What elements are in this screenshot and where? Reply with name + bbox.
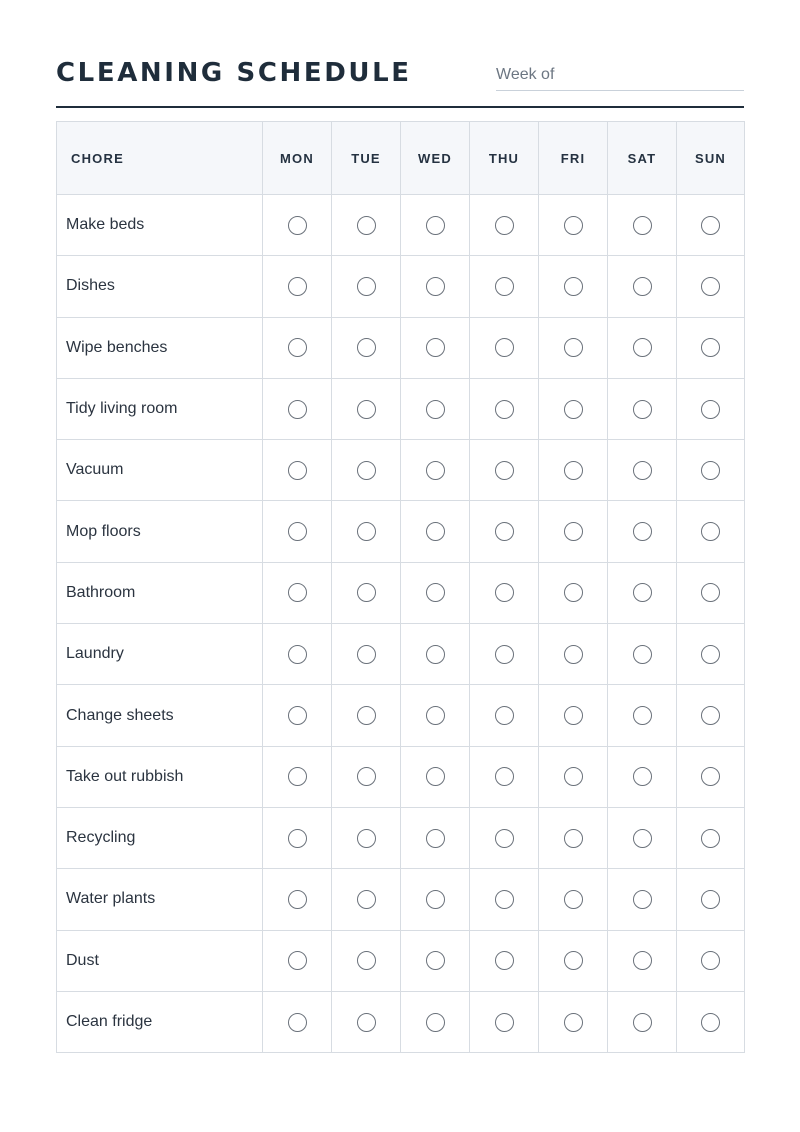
circle-checkbox[interactable] bbox=[288, 706, 307, 725]
circle-checkbox[interactable] bbox=[288, 338, 307, 357]
circle-checkbox[interactable] bbox=[357, 216, 376, 235]
header-row bbox=[57, 122, 745, 195]
circle-checkbox[interactable] bbox=[357, 706, 376, 725]
checkbox-cell-sun bbox=[677, 562, 745, 623]
checkbox-cell-tue bbox=[332, 746, 401, 807]
checkbox-cell-fri bbox=[539, 624, 608, 685]
circle-checkbox[interactable] bbox=[633, 583, 652, 602]
circle-checkbox[interactable] bbox=[495, 583, 514, 602]
circle-checkbox[interactable] bbox=[288, 400, 307, 419]
checkbox-cell-wed bbox=[401, 195, 470, 256]
circle-checkbox[interactable] bbox=[701, 645, 720, 664]
circle-checkbox[interactable] bbox=[426, 583, 445, 602]
checkbox-cell-fri bbox=[539, 869, 608, 930]
day-header-sat: SAT bbox=[608, 122, 677, 195]
checkbox-cell-wed bbox=[401, 869, 470, 930]
circle-checkbox[interactable] bbox=[564, 461, 583, 480]
circle-checkbox[interactable] bbox=[357, 400, 376, 419]
checkbox-cell-sun bbox=[677, 624, 745, 685]
checkbox-cell-sat bbox=[608, 930, 677, 991]
checkbox-cell-fri bbox=[539, 501, 608, 562]
circle-checkbox[interactable] bbox=[564, 583, 583, 602]
page-header bbox=[56, 52, 744, 108]
table-row bbox=[57, 746, 745, 807]
circle-checkbox[interactable] bbox=[633, 216, 652, 235]
circle-checkbox[interactable] bbox=[564, 706, 583, 725]
circle-checkbox[interactable] bbox=[564, 522, 583, 541]
circle-checkbox[interactable] bbox=[633, 890, 652, 909]
circle-checkbox[interactable] bbox=[564, 829, 583, 848]
circle-checkbox[interactable] bbox=[564, 338, 583, 357]
schedule-table bbox=[56, 121, 745, 1053]
circle-checkbox[interactable] bbox=[564, 645, 583, 664]
checkbox-cell-mon bbox=[263, 685, 332, 746]
checkbox-cell-wed bbox=[401, 440, 470, 501]
circle-checkbox[interactable] bbox=[701, 951, 720, 970]
circle-checkbox[interactable] bbox=[426, 890, 445, 909]
day-header-thu: THU bbox=[470, 122, 539, 195]
circle-checkbox[interactable] bbox=[288, 522, 307, 541]
circle-checkbox[interactable] bbox=[288, 461, 307, 480]
table-row bbox=[57, 317, 745, 378]
circle-checkbox[interactable] bbox=[357, 767, 376, 786]
circle-checkbox[interactable] bbox=[633, 1013, 652, 1032]
circle-checkbox[interactable] bbox=[426, 461, 445, 480]
circle-checkbox[interactable] bbox=[495, 277, 514, 296]
checkbox-cell-sun bbox=[677, 930, 745, 991]
checkbox-cell-fri bbox=[539, 991, 608, 1052]
table-row bbox=[57, 440, 745, 501]
checkbox-cell-fri bbox=[539, 317, 608, 378]
circle-checkbox[interactable] bbox=[288, 277, 307, 296]
checkbox-cell-tue bbox=[332, 195, 401, 256]
circle-checkbox[interactable] bbox=[633, 645, 652, 664]
checkbox-cell-thu bbox=[470, 869, 539, 930]
circle-checkbox[interactable] bbox=[288, 829, 307, 848]
checkbox-cell-thu bbox=[470, 991, 539, 1052]
checkbox-cell-sat bbox=[608, 562, 677, 623]
checkbox-cell-mon bbox=[263, 195, 332, 256]
circle-checkbox[interactable] bbox=[633, 767, 652, 786]
week-of-field[interactable] bbox=[496, 66, 744, 91]
checkbox-cell-wed bbox=[401, 562, 470, 623]
circle-checkbox[interactable] bbox=[564, 1013, 583, 1032]
checkbox-cell-mon bbox=[263, 869, 332, 930]
circle-checkbox[interactable] bbox=[564, 767, 583, 786]
page-title: CLEANING SCHEDULE bbox=[56, 58, 412, 88]
checkbox-cell-fri bbox=[539, 256, 608, 317]
checkbox-cell-sat bbox=[608, 685, 677, 746]
circle-checkbox[interactable] bbox=[701, 706, 720, 725]
checkbox-cell-tue bbox=[332, 807, 401, 868]
checkbox-cell-wed bbox=[401, 746, 470, 807]
checkbox-cell-wed bbox=[401, 991, 470, 1052]
day-header-sun: SUN bbox=[677, 122, 745, 195]
circle-checkbox[interactable] bbox=[288, 890, 307, 909]
checkbox-cell-sun bbox=[677, 991, 745, 1052]
circle-checkbox[interactable] bbox=[495, 1013, 514, 1032]
checkbox-cell-fri bbox=[539, 378, 608, 439]
chore-name: Clean fridge bbox=[57, 991, 263, 1052]
checkbox-cell-tue bbox=[332, 501, 401, 562]
circle-checkbox[interactable] bbox=[633, 461, 652, 480]
day-header-fri: FRI bbox=[539, 122, 608, 195]
checkbox-cell-sat bbox=[608, 746, 677, 807]
table-row bbox=[57, 991, 745, 1052]
checkbox-cell-sun bbox=[677, 746, 745, 807]
circle-checkbox[interactable] bbox=[357, 338, 376, 357]
table-row bbox=[57, 624, 745, 685]
circle-checkbox[interactable] bbox=[701, 890, 720, 909]
checkbox-cell-mon bbox=[263, 624, 332, 685]
circle-checkbox[interactable] bbox=[426, 338, 445, 357]
circle-checkbox[interactable] bbox=[564, 277, 583, 296]
circle-checkbox[interactable] bbox=[288, 216, 307, 235]
checkbox-cell-thu bbox=[470, 807, 539, 868]
circle-checkbox[interactable] bbox=[633, 951, 652, 970]
checkbox-cell-mon bbox=[263, 256, 332, 317]
chore-name: Bathroom bbox=[57, 562, 263, 623]
circle-checkbox[interactable] bbox=[495, 645, 514, 664]
checkbox-cell-tue bbox=[332, 440, 401, 501]
checkbox-cell-tue bbox=[332, 378, 401, 439]
checkbox-cell-fri bbox=[539, 562, 608, 623]
circle-checkbox[interactable] bbox=[288, 583, 307, 602]
table-row bbox=[57, 378, 745, 439]
circle-checkbox[interactable] bbox=[633, 522, 652, 541]
checkbox-cell-fri bbox=[539, 807, 608, 868]
checkbox-cell-mon bbox=[263, 746, 332, 807]
checkbox-cell-fri bbox=[539, 685, 608, 746]
chore-name: Take out rubbish bbox=[57, 746, 263, 807]
circle-checkbox[interactable] bbox=[495, 829, 514, 848]
circle-checkbox[interactable] bbox=[701, 522, 720, 541]
checkbox-cell-mon bbox=[263, 562, 332, 623]
checkbox-cell-thu bbox=[470, 440, 539, 501]
circle-checkbox[interactable] bbox=[288, 951, 307, 970]
circle-checkbox[interactable] bbox=[288, 1013, 307, 1032]
circle-checkbox[interactable] bbox=[495, 461, 514, 480]
checkbox-cell-tue bbox=[332, 256, 401, 317]
table-row bbox=[57, 562, 745, 623]
circle-checkbox[interactable] bbox=[564, 216, 583, 235]
checkbox-cell-thu bbox=[470, 378, 539, 439]
circle-checkbox[interactable] bbox=[701, 583, 720, 602]
day-header-tue: TUE bbox=[332, 122, 401, 195]
checkbox-cell-thu bbox=[470, 930, 539, 991]
table-row bbox=[57, 501, 745, 562]
circle-checkbox[interactable] bbox=[288, 645, 307, 664]
checkbox-cell-sat bbox=[608, 256, 677, 317]
circle-checkbox[interactable] bbox=[564, 890, 583, 909]
circle-checkbox[interactable] bbox=[495, 216, 514, 235]
circle-checkbox[interactable] bbox=[357, 829, 376, 848]
checkbox-cell-tue bbox=[332, 869, 401, 930]
checkbox-cell-wed bbox=[401, 256, 470, 317]
checkbox-cell-sun bbox=[677, 256, 745, 317]
circle-checkbox[interactable] bbox=[701, 338, 720, 357]
checkbox-cell-sat bbox=[608, 378, 677, 439]
chore-name: Tidy living room bbox=[57, 378, 263, 439]
checkbox-cell-wed bbox=[401, 378, 470, 439]
circle-checkbox[interactable] bbox=[357, 461, 376, 480]
circle-checkbox[interactable] bbox=[426, 400, 445, 419]
chore-name: Vacuum bbox=[57, 440, 263, 501]
circle-checkbox[interactable] bbox=[357, 645, 376, 664]
circle-checkbox[interactable] bbox=[426, 706, 445, 725]
circle-checkbox[interactable] bbox=[426, 277, 445, 296]
circle-checkbox[interactable] bbox=[426, 216, 445, 235]
chore-name: Wipe benches bbox=[57, 317, 263, 378]
table-row bbox=[57, 195, 745, 256]
checkbox-cell-sun bbox=[677, 378, 745, 439]
checkbox-cell-tue bbox=[332, 930, 401, 991]
checkbox-cell-thu bbox=[470, 562, 539, 623]
circle-checkbox[interactable] bbox=[495, 890, 514, 909]
circle-checkbox[interactable] bbox=[564, 951, 583, 970]
circle-checkbox[interactable] bbox=[495, 400, 514, 419]
checkbox-cell-sun bbox=[677, 440, 745, 501]
circle-checkbox[interactable] bbox=[701, 1013, 720, 1032]
circle-checkbox[interactable] bbox=[426, 645, 445, 664]
checkbox-cell-sat bbox=[608, 195, 677, 256]
checkbox-cell-tue bbox=[332, 317, 401, 378]
table-row bbox=[57, 256, 745, 317]
circle-checkbox[interactable] bbox=[426, 522, 445, 541]
chore-name: Dust bbox=[57, 930, 263, 991]
checkbox-cell-wed bbox=[401, 624, 470, 685]
checkbox-cell-sat bbox=[608, 624, 677, 685]
checkbox-cell-tue bbox=[332, 624, 401, 685]
checkbox-cell-mon bbox=[263, 991, 332, 1052]
circle-checkbox[interactable] bbox=[426, 951, 445, 970]
checkbox-cell-fri bbox=[539, 440, 608, 501]
table-row bbox=[57, 807, 745, 868]
circle-checkbox[interactable] bbox=[633, 706, 652, 725]
checkbox-cell-tue bbox=[332, 562, 401, 623]
checkbox-cell-wed bbox=[401, 501, 470, 562]
checkbox-cell-thu bbox=[470, 685, 539, 746]
checkbox-cell-thu bbox=[470, 195, 539, 256]
header-divider bbox=[56, 106, 744, 108]
checkbox-cell-mon bbox=[263, 501, 332, 562]
checkbox-cell-thu bbox=[470, 624, 539, 685]
checkbox-cell-wed bbox=[401, 807, 470, 868]
circle-checkbox[interactable] bbox=[426, 767, 445, 786]
checkbox-cell-fri bbox=[539, 930, 608, 991]
chore-column-header: CHORE bbox=[57, 122, 263, 195]
checkbox-cell-mon bbox=[263, 317, 332, 378]
circle-checkbox[interactable] bbox=[357, 583, 376, 602]
checkbox-cell-thu bbox=[470, 317, 539, 378]
chore-name: Make beds bbox=[57, 195, 263, 256]
circle-checkbox[interactable] bbox=[564, 400, 583, 419]
checkbox-cell-mon bbox=[263, 807, 332, 868]
checkbox-cell-mon bbox=[263, 440, 332, 501]
circle-checkbox[interactable] bbox=[495, 767, 514, 786]
table-row bbox=[57, 930, 745, 991]
circle-checkbox[interactable] bbox=[357, 951, 376, 970]
chore-rows bbox=[57, 195, 745, 1053]
chore-name: Recycling bbox=[57, 807, 263, 868]
checkbox-cell-sat bbox=[608, 501, 677, 562]
circle-checkbox[interactable] bbox=[426, 1013, 445, 1032]
checkbox-cell-sun bbox=[677, 317, 745, 378]
checkbox-cell-thu bbox=[470, 746, 539, 807]
checkbox-cell-thu bbox=[470, 256, 539, 317]
circle-checkbox[interactable] bbox=[357, 277, 376, 296]
circle-checkbox[interactable] bbox=[357, 1013, 376, 1032]
circle-checkbox[interactable] bbox=[633, 277, 652, 296]
day-header-wed: WED bbox=[401, 122, 470, 195]
circle-checkbox[interactable] bbox=[701, 461, 720, 480]
checkbox-cell-sat bbox=[608, 317, 677, 378]
checkbox-cell-sat bbox=[608, 991, 677, 1052]
chore-name: Change sheets bbox=[57, 685, 263, 746]
checkbox-cell-sun bbox=[677, 501, 745, 562]
week-of-label: Week of bbox=[496, 66, 555, 83]
checkbox-cell-sun bbox=[677, 685, 745, 746]
circle-checkbox[interactable] bbox=[701, 277, 720, 296]
circle-checkbox[interactable] bbox=[701, 400, 720, 419]
checkbox-cell-sat bbox=[608, 807, 677, 868]
circle-checkbox[interactable] bbox=[633, 338, 652, 357]
checkbox-cell-mon bbox=[263, 930, 332, 991]
circle-checkbox[interactable] bbox=[633, 829, 652, 848]
circle-checkbox[interactable] bbox=[426, 829, 445, 848]
chore-name: Dishes bbox=[57, 256, 263, 317]
checkbox-cell-sat bbox=[608, 869, 677, 930]
checkbox-cell-sat bbox=[608, 440, 677, 501]
chore-name: Laundry bbox=[57, 624, 263, 685]
checkbox-cell-tue bbox=[332, 685, 401, 746]
circle-checkbox[interactable] bbox=[288, 767, 307, 786]
checkbox-cell-sun bbox=[677, 195, 745, 256]
checkbox-cell-thu bbox=[470, 501, 539, 562]
checkbox-cell-wed bbox=[401, 930, 470, 991]
table-row bbox=[57, 685, 745, 746]
circle-checkbox[interactable] bbox=[495, 522, 514, 541]
checkbox-cell-wed bbox=[401, 685, 470, 746]
chore-name: Mop floors bbox=[57, 501, 263, 562]
table-row bbox=[57, 869, 745, 930]
circle-checkbox[interactable] bbox=[701, 767, 720, 786]
circle-checkbox[interactable] bbox=[495, 951, 514, 970]
circle-checkbox[interactable] bbox=[495, 338, 514, 357]
checkbox-cell-mon bbox=[263, 378, 332, 439]
checkbox-cell-wed bbox=[401, 317, 470, 378]
circle-checkbox[interactable] bbox=[495, 706, 514, 725]
checkbox-cell-sun bbox=[677, 869, 745, 930]
chore-name: Water plants bbox=[57, 869, 263, 930]
checkbox-cell-fri bbox=[539, 195, 608, 256]
circle-checkbox[interactable] bbox=[701, 829, 720, 848]
checkbox-cell-sun bbox=[677, 807, 745, 868]
day-header-mon: MON bbox=[263, 122, 332, 195]
circle-checkbox[interactable] bbox=[357, 522, 376, 541]
circle-checkbox[interactable] bbox=[633, 400, 652, 419]
circle-checkbox[interactable] bbox=[701, 216, 720, 235]
circle-checkbox[interactable] bbox=[357, 890, 376, 909]
checkbox-cell-fri bbox=[539, 746, 608, 807]
checkbox-cell-tue bbox=[332, 991, 401, 1052]
